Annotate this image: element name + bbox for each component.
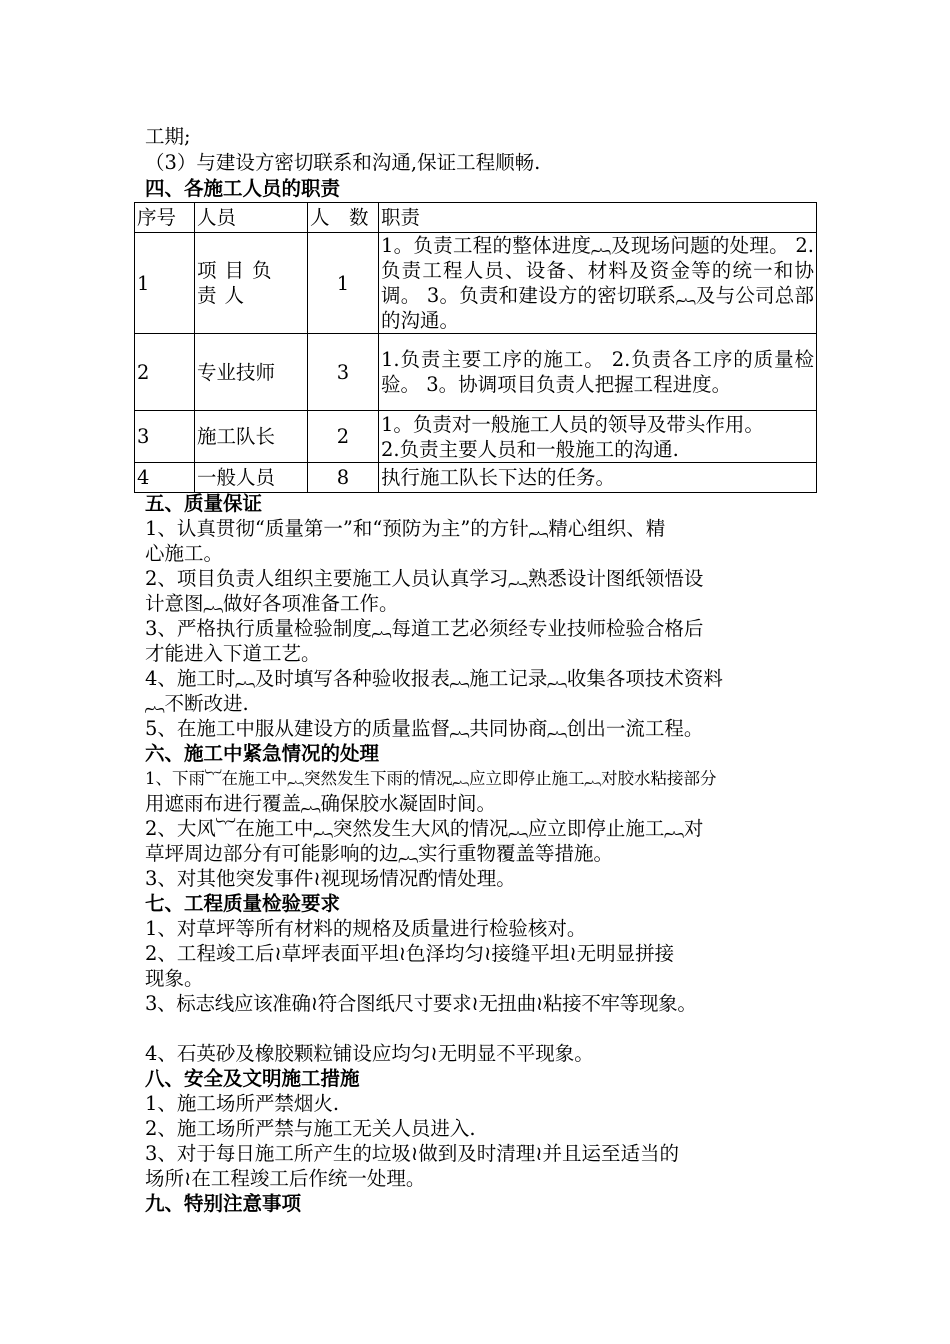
section5-line: 4、施工时︷及时填写各种验收报表︷施工记录︷收集各项技术资料: [145, 667, 723, 690]
row-duty: [379, 411, 817, 463]
section5-line: 计意图︷做好各项准备工作。: [145, 592, 399, 615]
section5-heading: 五、质量保证: [145, 492, 263, 515]
header-count: 人 数: [308, 203, 379, 233]
row-person: 专业技师: [195, 334, 308, 411]
row-count: 3: [308, 334, 379, 411]
table-row: [135, 411, 817, 463]
section6-line: 2、大风︸在施工中︷突然发生大风的情况︷应立即停止施工︷对: [145, 817, 704, 840]
row-duty-line: 1。负责对一般施工人员的领导及带头作用。: [381, 412, 764, 436]
section7-line: 2、工程竣工后≀草坪表面平坦≀色泽均匀≀接缝平坦≀无明显拼接: [145, 942, 675, 965]
section8-line: 3、对于每日施工所产生的垃圾≀做到及时清理≀并且运至适当的: [145, 1142, 680, 1165]
row-duty: 1。负责工程的整体进度︷及现场问题的处理。 2.负责工程人员、设备、材料及资金等的统一和协调。 3。负责和建设方的密切联系︷及与公司总部的沟通。: [379, 233, 817, 334]
intro-line-1: 工期;: [145, 125, 191, 148]
table-row: [135, 334, 817, 411]
section7-line: 1、对草坪等所有材料的规格及质量进行检验核对。: [145, 917, 587, 940]
row-duty: 执行施工队长下达的任务。: [379, 463, 817, 493]
section4-heading: 四、各施工人员的职责: [145, 177, 341, 200]
row-person: 施工队长: [195, 411, 308, 463]
section8-line: 2、施工场所严禁与施工无关人员进入.: [145, 1117, 476, 1140]
table-row: [135, 233, 817, 334]
section5-line: 2、项目负责人组织主要施工人员认真学习︷熟悉设计图纸领悟设: [145, 567, 704, 590]
row-no: 1: [135, 233, 195, 334]
section5-line: ︷不断改进.: [145, 692, 249, 715]
section8-line: 1、施工场所严禁烟火.: [145, 1092, 340, 1115]
duty-table: [134, 202, 817, 493]
section6-line: 用遮雨布进行覆盖︷确保胶水凝固时间。: [145, 792, 497, 815]
row-no: 2: [135, 334, 195, 411]
section7-line: 3、标志线应该准确≀符合图纸尺寸要求≀无扭曲≀粘接不牢等现象。: [145, 992, 697, 1015]
section5-line: 1、认真贯彻“质量第一”和“预防为主”的方针︷精心组织、精: [145, 517, 666, 540]
section7-line: 4、石英砂及橡胶颗粒铺设应均匀≀无明显不平现象。: [145, 1042, 594, 1065]
section6-line: 1、下雨︸在施工中︷突然发生下雨的情况︷应立即停止施工︷对胶水粘接部分: [145, 769, 717, 788]
section5-line: 5、在施工中服从建设方的质量监督︷共同协商︷创出一流工程。: [145, 717, 704, 740]
row-no: 4: [135, 463, 195, 493]
section6-heading: 六、施工中紧急情况的处理: [145, 742, 380, 765]
row-count: 8: [308, 463, 379, 493]
section5-line: 心施工。: [145, 542, 224, 565]
row-person: 一般人员: [195, 463, 308, 493]
section5-line: 才能进入下道工艺。: [145, 642, 321, 665]
table-header-row: [135, 203, 817, 233]
section8-line: 场所≀在工程竣工后作统一处理。: [145, 1167, 426, 1190]
row-count: 1: [308, 233, 379, 334]
section6-line: 草坪周边部分有可能影响的边︷实行重物覆盖等措施。: [145, 842, 614, 865]
row-no: 3: [135, 411, 195, 463]
section7-line: 现象。: [145, 967, 204, 990]
section7-heading: 七、工程质量检验要求: [145, 892, 341, 915]
section9-heading: 九、特别注意事项: [145, 1192, 302, 1215]
table-row: [135, 463, 817, 493]
header-duty: 职责: [379, 203, 817, 233]
header-person: 人员: [195, 203, 308, 233]
section8-heading: 八、安全及文明施工措施: [145, 1067, 360, 1090]
section6-line: 3、对其他突发事件≀视现场情况酌情处理。: [145, 867, 516, 890]
intro-line-2: （3）与建设方密切联系和沟通,保证工程顺畅.: [145, 151, 541, 174]
row-count: 2: [308, 411, 379, 463]
row-duty-line: 2.负责主要人员和一般施工的沟通.: [381, 437, 679, 461]
header-no: 序号: [135, 203, 195, 233]
row-duty: 1.负责主要工序的施工。 2.负责各工序的质量检验。 3。协调项目负责人把握工程进度。: [379, 334, 817, 411]
section5-line: 3、严格执行质量检验制度︷每道工艺必须经专业技师检验合格后: [145, 617, 704, 640]
row-person: 项目负责人: [195, 233, 308, 334]
